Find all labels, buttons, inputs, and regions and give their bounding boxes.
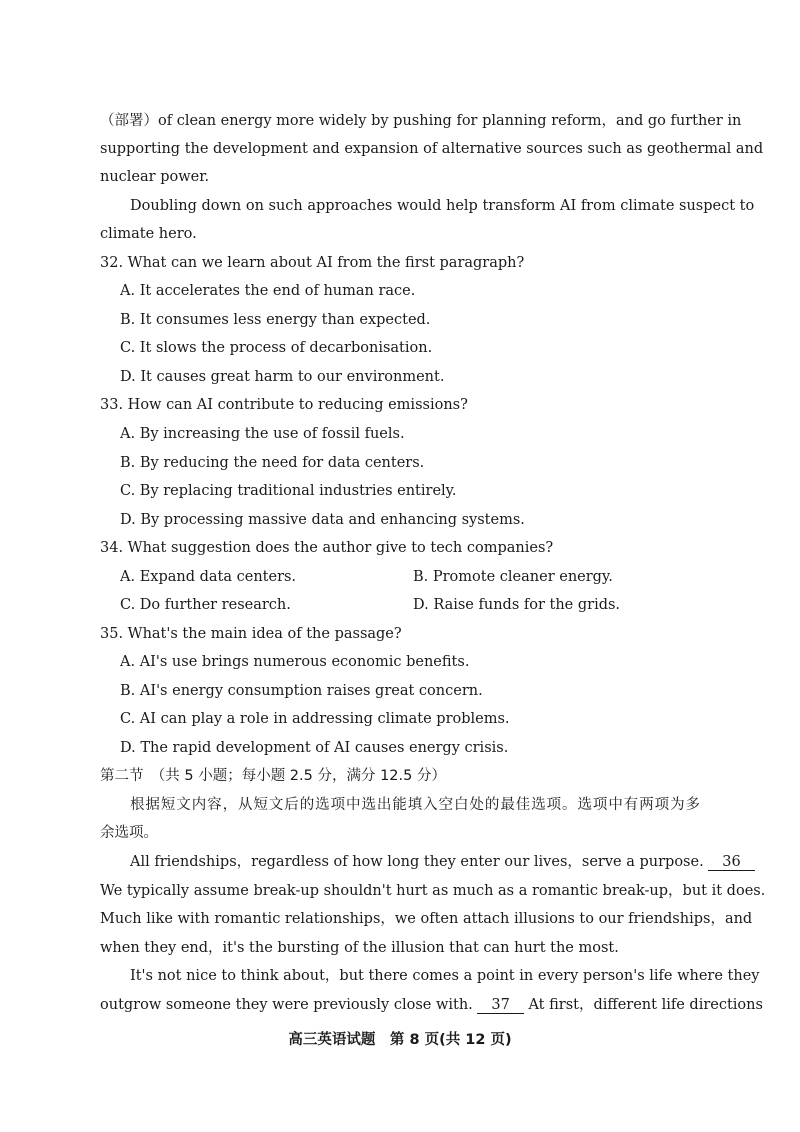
- section-2-heading: 第二节 （共 5 小题；每小题 2.5 分，满分 12.5 分）: [100, 768, 446, 784]
- passage-para2-line-1: Doubling down on such approaches would help transform AI from climate suspect to: [130, 198, 755, 214]
- passage-line-2: supporting the development and expansion of alternative sources such as geothermal and: [100, 141, 764, 157]
- cloze-para1-line-1: [130, 852, 741, 872]
- question-33-option-d: D. By processing massive data and enhancing systems.: [120, 512, 525, 528]
- cloze-para1-line-3: Much like with romantic relationships，we often attach illusions to our friendships，and: [100, 911, 753, 927]
- question-34-option-b: B. Promote cleaner energy.: [413, 569, 613, 585]
- passage-line-3: nuclear power.: [100, 169, 210, 185]
- cloze-para2-line-2-before: outgrow someone they were previously close with.: [100, 997, 473, 1013]
- cloze-para1-line-4: when they end，it's the bursting of the illusion that can hurt the most.: [100, 940, 619, 956]
- section-2-instruction-line-1: 根据短文内容，从短文后的选项中选出能填入空白处的最佳选项。选项中有两项为多: [130, 797, 700, 813]
- question-35-stem: 35. What's the main idea of the passage?: [100, 626, 402, 642]
- question-34-option-a: A. Expand data centers.: [120, 569, 297, 585]
- question-32-option-d: D. It causes great harm to our environment.: [120, 369, 445, 385]
- blank-37: 37: [477, 997, 523, 1014]
- question-33-stem: 33. How can AI contribute to reducing emissions?: [100, 397, 468, 413]
- question-32-option-b: B. It consumes less energy than expected.: [120, 312, 431, 328]
- page-footer: 高三英语试题 第 8 页(共 12 页): [288, 1032, 512, 1048]
- question-34-option-d: D. Raise funds for the grids.: [413, 597, 621, 613]
- cloze-para1-line-2: We typically assume break-up shouldn't hurt as much as a romantic break-up，but it does.: [100, 883, 766, 899]
- question-34-stem: 34. What suggestion does the author give to tech companies?: [100, 540, 554, 556]
- cloze-para2-line-1: It's not nice to think about，but there comes a point in every person's life where they: [130, 968, 760, 984]
- question-35-option-a: A. AI's use brings numerous economic benefits.: [120, 654, 470, 670]
- question-32-option-c: C. It slows the process of decarbonisation.: [120, 340, 433, 356]
- passage-para2-line-2: climate hero.: [100, 226, 197, 242]
- section-2-instruction-line-2: 余选项。: [100, 825, 158, 841]
- question-35-option-d: D. The rapid development of AI causes energy crisis.: [120, 740, 509, 756]
- cloze-para1-line-1-text: All friendships，regardless of how long they enter our lives，serve a purpose.: [130, 854, 704, 870]
- question-34-option-c: C. Do further research.: [120, 597, 291, 613]
- cloze-para2-line-2: [100, 995, 763, 1015]
- question-33-option-a: A. By increasing the use of fossil fuels.: [120, 426, 405, 442]
- question-32-stem: 32. What can we learn about AI from the first paragraph?: [100, 255, 525, 271]
- question-35-option-b: B. AI's energy consumption raises great concern.: [120, 683, 483, 699]
- blank-36: 36: [708, 854, 754, 871]
- passage-line-1: （部署）of clean energy more widely by pushing for planning reform，and go further in: [100, 113, 742, 129]
- question-32-option-a: A. It accelerates the end of human race.: [120, 283, 416, 299]
- cloze-para2-line-2-after: At first，different life directions: [528, 997, 763, 1013]
- question-35-option-c: C. AI can play a role in addressing climate problems.: [120, 711, 510, 727]
- question-33-option-c: C. By replacing traditional industries entirely.: [120, 483, 457, 499]
- question-33-option-b: B. By reducing the need for data centers.: [120, 455, 425, 471]
